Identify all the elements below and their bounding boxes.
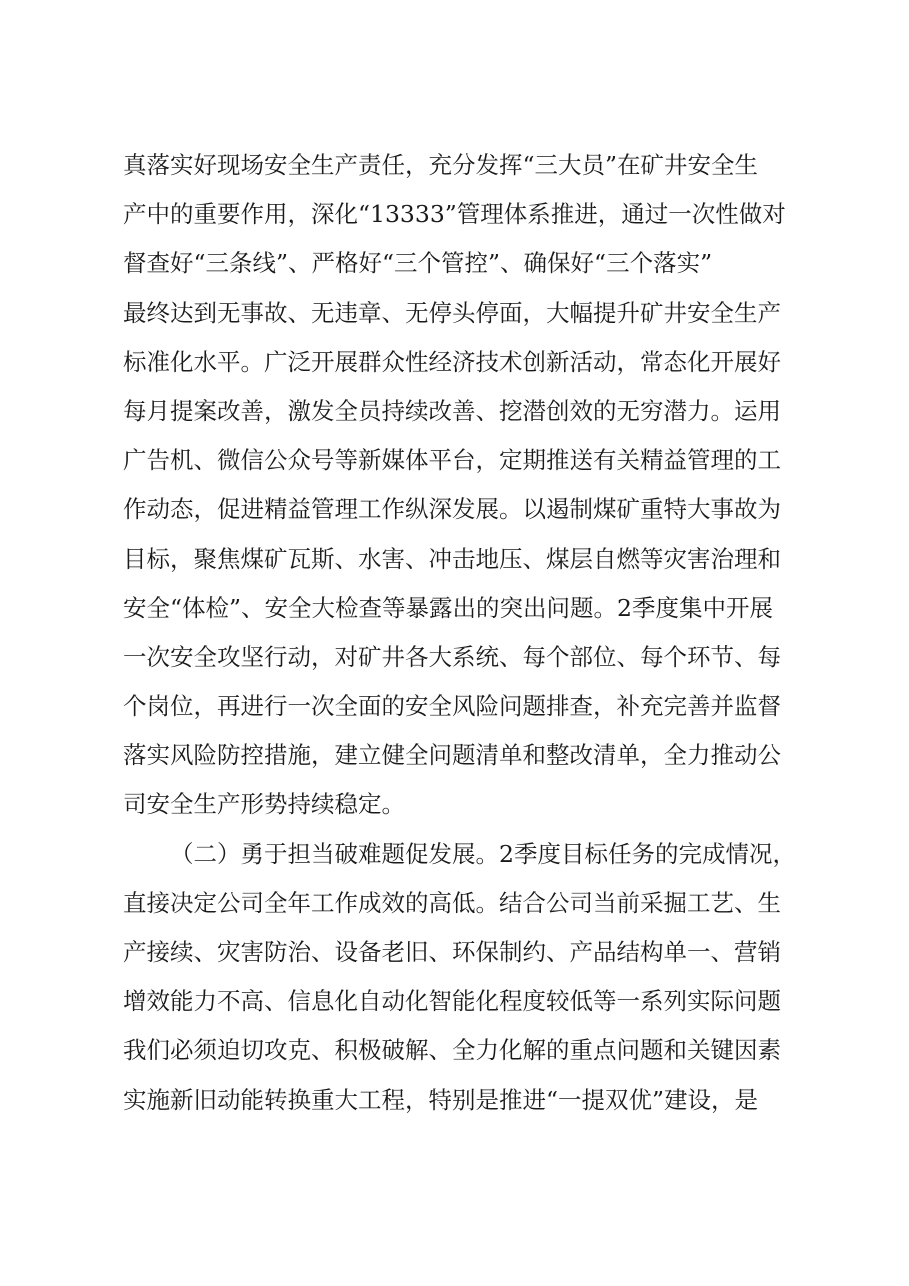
text-line: 司安全生产形势持续稳定。 [123, 790, 405, 819]
text-line: 最终达到无事故、无违章、无停头停面，大幅提升矿井安全生产 [123, 298, 781, 327]
text-line: 作动态，促进精益管理工作纵深发展。以遏制煤矿重特大事故为 [123, 495, 781, 524]
text-line: 增效能力不高、信息化自动化智能化程度较低等一系列实际问题 [123, 987, 781, 1016]
text-line: 广告机、微信公众号等新媒体平台，定期推送有关精益管理的工 [123, 446, 781, 475]
text-line: 标准化水平。广泛开展群众性经济技术创新活动，常态化开展好 [123, 347, 781, 376]
text-line: 目标，聚焦煤矿瓦斯、水害、冲击地压、煤层自燃等灾害治理和 [123, 544, 781, 573]
paragraph [123, 830, 823, 1125]
text-line: 每月提案改善，激发全员持续改善、挖潜创效的无穷潜力。运用 [123, 396, 781, 425]
text-line: 督查好“三条线”、严格好“三个管控”、确保好“三个落实” [123, 249, 713, 278]
text-line: 产中的重要作用，深化“13333”管理体系推进，通过一次性做对 [123, 200, 786, 229]
text-line: 个岗位，再进行一次全面的安全风险问题排查，补充完善并监督 [123, 692, 781, 721]
text-line: 安全“体检”、安全大检查等暴露出的突出问题。2季度集中开展 [123, 593, 773, 622]
text-line: 实施新旧动能转换重大工程，特别是推进“一提双优”建设，是 [123, 1085, 759, 1114]
text-line: （二）勇于担当破难题促发展。2季度目标任务的完成情况， [170, 839, 796, 868]
text-line: 我们必须迫切攻克、积极破解、全力化解的重点问题和关键因素 [123, 1036, 781, 1065]
paragraph [123, 141, 823, 830]
document-body [123, 141, 823, 1125]
text-line: 落实风险防控措施，建立健全问题清单和整改清单，全力推动公 [123, 741, 781, 770]
text-line: 一次安全攻坚行动，对矿井各大系统、每个部位、每个环节、每 [123, 642, 781, 671]
text-line: 真落实好现场安全生产责任，充分发挥“三大员”在矿井安全生 [123, 151, 759, 179]
text-line: 产接续、灾害防治、设备老旧、环保制约、产品结构单一、营销 [123, 938, 781, 966]
text-line: 直接决定公司全年工作成效的高低。结合公司当前采掘工艺、生 [123, 888, 781, 917]
